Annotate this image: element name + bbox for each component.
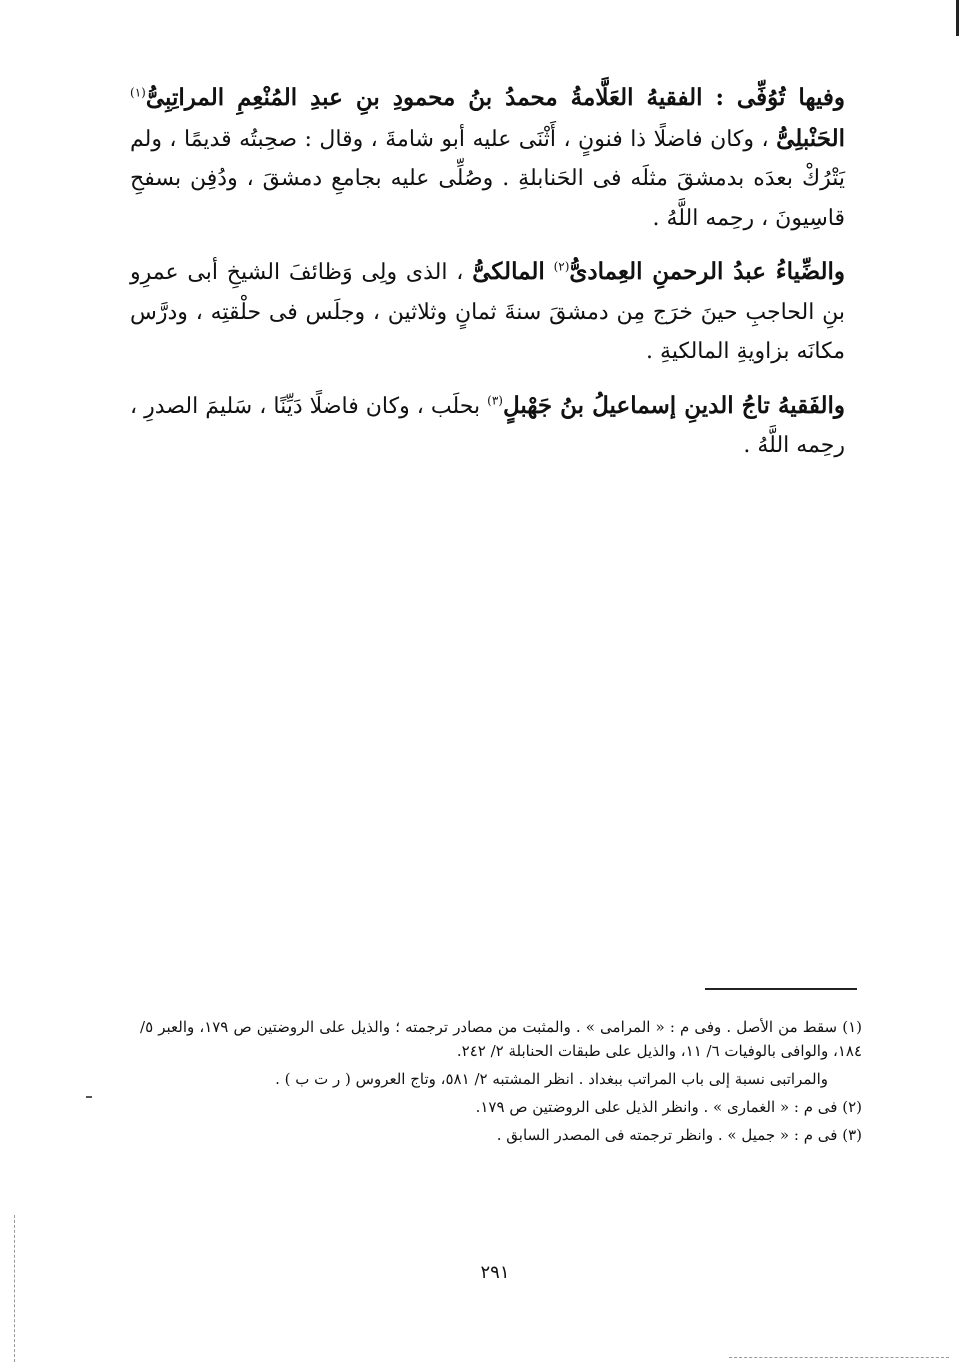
entry-body: ، الذى ولِى وَظائفَ الشيخِ أبى عمرِو بنِ الحاجبِ حينَ خرَج مِن دمشقَ سنةَ ثمانٍ وثلاثين ، وجلَس فى حلْقتِه ، ودرَّس مكانَه بزاويةِ المالكيةِ . — [130, 260, 845, 364]
footnote-2 — [140, 1095, 862, 1119]
footnote-3 — [140, 1123, 862, 1147]
scan-bottom-line — [729, 1357, 949, 1358]
binding-edge-mark — [956, 0, 959, 36]
footnote-continuation: والمراتبى نسبة إلى باب المراتب ببغداد . انظر المشتبه ٢/ ٥٨١، وتاج العروس ( ر ت ب ) . — [275, 1070, 828, 1088]
footnote-text: فى م : « الغمارى » . وانظر الذيل على الروضتين ص ١٧٩. — [475, 1098, 838, 1116]
footnote-1 — [140, 1015, 862, 1091]
main-text-block — [130, 78, 845, 480]
entry-body: بحلَب ، وكان فاضلًا دَيِّنًا ، سَليمَ الصدرِ ، رحِمه اللَّهُ . — [130, 393, 845, 458]
entry-3 — [130, 386, 845, 466]
entry-2 — [130, 252, 845, 372]
entry-body: ، وكان فاضلًا ذا فنونٍ ، أَثْنَى عليه أبو شامةَ ، وقال : صحِبتُه قديمًا ، ولم يَتْرُكْ بعدَه بدمشقَ مثلَه فى الحَنابلةِ . وصُلِّى عليه بجامعِ دمشقَ ، ودُفِن بسفحِ قاسِيونَ ، رحِمه اللَّهُ . — [130, 126, 845, 231]
footnote-ref[interactable]: (١) — [130, 85, 146, 100]
entry-1 — [130, 78, 845, 238]
page-number: ٢٩١ — [480, 1262, 510, 1283]
entry-heading-tail: الحَنْبلِىُّ — [776, 124, 845, 152]
footnotes-block — [140, 1015, 862, 1151]
footnote-marker: (٢) — [842, 1098, 862, 1116]
entry-heading: والضِّياءُ عبدُ الرحمنِ العِمادىُّ — [569, 258, 845, 285]
footnote-marker: (٣) — [842, 1126, 862, 1144]
stray-mark — [86, 1096, 92, 1098]
scan-edge-line — [14, 1215, 15, 1362]
footnote-text: فى م : « جميل » . وانظر ترجمته فى المصدر السابق . — [496, 1126, 838, 1144]
entry-heading: والفَقيهُ تاجُ الدينِ إسماعيلُ بنُ جَهْبلٍ — [502, 391, 846, 419]
footnote-marker: (١) — [842, 1018, 862, 1036]
footnote-text: سقط من الأصل . وفى م : « المرامى » . والمثبت من مصادر ترجمته ؛ والذيل على الروضتين ص ١٧٩، والعبر ٥/ ١٨٤، والوافى بالوفيات ٦/ ١١، والذيل على طبقات الحنابلة ٢/ ٢٤٢. — [140, 1018, 862, 1060]
footnote-ref[interactable]: (٢) — [553, 259, 570, 274]
entry-heading-tail: المالكىُّ — [472, 258, 545, 285]
footnote-separator — [705, 988, 857, 990]
entry-heading: وفيها تُوُفِّى : الفقيهُ العَلَّامةُ محمدُ بنُ محمودِ بنِ عبدِ المُنْعِمِ المراتِبِىُّ — [145, 84, 845, 111]
footnote-ref[interactable]: (٣) — [487, 393, 503, 408]
